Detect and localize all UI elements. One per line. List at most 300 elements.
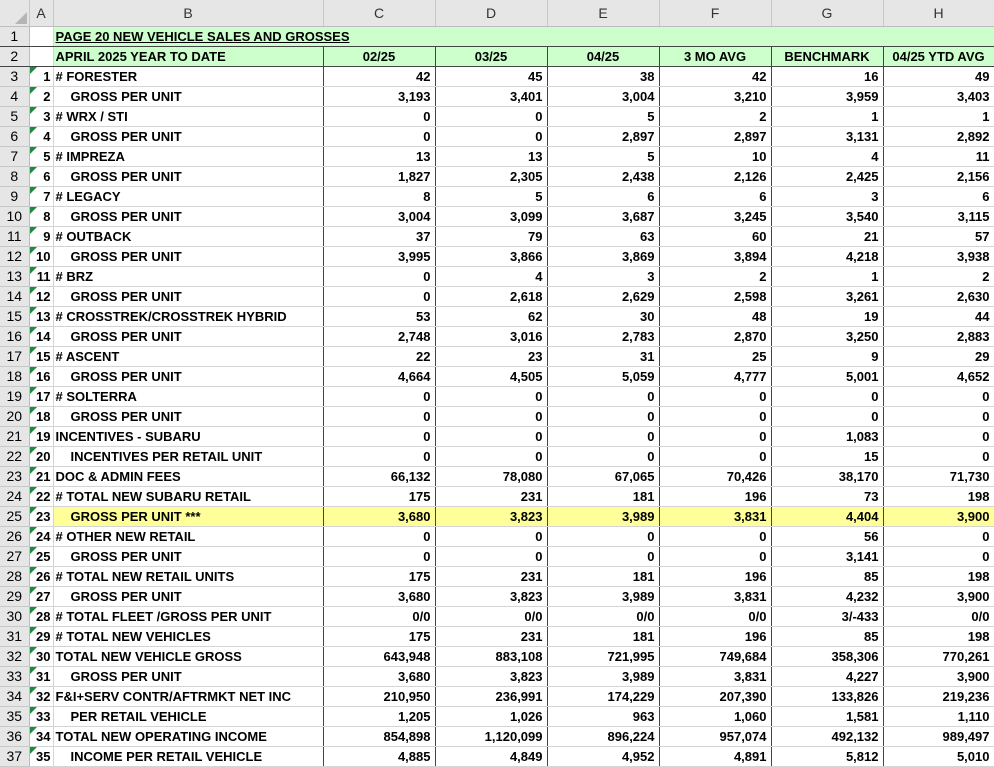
value-cell[interactable]: 0 — [323, 546, 435, 566]
value-cell[interactable]: 0 — [659, 526, 771, 546]
row-label-cell[interactable]: # IMPREZA — [53, 146, 323, 166]
value-cell[interactable]: 38 — [547, 66, 659, 86]
value-cell[interactable]: 0 — [547, 426, 659, 446]
row-label-cell[interactable]: GROSS PER UNIT — [53, 366, 323, 386]
row-label-cell[interactable]: F&I+SERV CONTR/AFTRMKT NET INC — [53, 686, 323, 706]
value-cell[interactable]: 236,991 — [435, 686, 547, 706]
row-label-cell[interactable]: # OTHER NEW RETAIL — [53, 526, 323, 546]
column-header-c[interactable]: C — [323, 0, 435, 26]
value-cell[interactable]: 1,083 — [771, 426, 883, 446]
line-number-cell[interactable]: 14 — [29, 326, 53, 346]
value-cell[interactable]: 0 — [435, 106, 547, 126]
value-cell[interactable]: 3,866 — [435, 246, 547, 266]
row-label-cell[interactable]: INCENTIVES PER RETAIL UNIT — [53, 446, 323, 466]
value-cell[interactable]: 3,894 — [659, 246, 771, 266]
row-header[interactable]: 34 — [0, 686, 29, 706]
value-cell[interactable]: 181 — [547, 486, 659, 506]
value-cell[interactable]: 358,306 — [771, 646, 883, 666]
line-number-cell[interactable]: 17 — [29, 386, 53, 406]
value-cell[interactable]: 2,618 — [435, 286, 547, 306]
row-header[interactable]: 26 — [0, 526, 29, 546]
line-number-cell[interactable]: 23 — [29, 506, 53, 526]
header-cell-3-mo-avg[interactable]: 3 MO AVG — [659, 46, 771, 66]
value-cell[interactable]: 174,229 — [547, 686, 659, 706]
row-label-cell[interactable]: PER RETAIL VEHICLE — [53, 706, 323, 726]
value-cell[interactable]: 2,305 — [435, 166, 547, 186]
value-cell[interactable]: 0 — [883, 546, 994, 566]
value-cell[interactable]: 2,598 — [659, 286, 771, 306]
row-header[interactable]: 15 — [0, 306, 29, 326]
value-cell[interactable]: 3,193 — [323, 86, 435, 106]
value-cell[interactable]: 0 — [547, 386, 659, 406]
value-cell[interactable]: 721,995 — [547, 646, 659, 666]
value-cell[interactable]: 207,390 — [659, 686, 771, 706]
row-header[interactable]: 30 — [0, 606, 29, 626]
value-cell[interactable]: 957,074 — [659, 726, 771, 746]
row-header[interactable]: 17 — [0, 346, 29, 366]
value-cell[interactable]: 3,687 — [547, 206, 659, 226]
value-cell[interactable]: 3,016 — [435, 326, 547, 346]
row-label-cell[interactable]: # CROSSTREK/CROSSTREK HYBRID — [53, 306, 323, 326]
row-label-cell[interactable]: GROSS PER UNIT — [53, 166, 323, 186]
value-cell[interactable]: 85 — [771, 626, 883, 646]
value-cell[interactable]: 231 — [435, 486, 547, 506]
value-cell[interactable]: 0 — [323, 126, 435, 146]
value-cell[interactable]: 4,664 — [323, 366, 435, 386]
row-header[interactable]: 19 — [0, 386, 29, 406]
value-cell[interactable]: 4,227 — [771, 666, 883, 686]
value-cell[interactable]: 57 — [883, 226, 994, 246]
value-cell[interactable]: 42 — [323, 66, 435, 86]
value-cell[interactable]: 3,680 — [323, 506, 435, 526]
value-cell[interactable]: 963 — [547, 706, 659, 726]
line-number-cell[interactable]: 13 — [29, 306, 53, 326]
value-cell[interactable]: 3,900 — [883, 586, 994, 606]
line-number-cell[interactable]: 18 — [29, 406, 53, 426]
value-cell[interactable]: 3,680 — [323, 666, 435, 686]
value-cell[interactable]: 896,224 — [547, 726, 659, 746]
value-cell[interactable]: 1,827 — [323, 166, 435, 186]
row-label-cell[interactable]: DOC & ADMIN FEES — [53, 466, 323, 486]
value-cell[interactable]: 0 — [435, 446, 547, 466]
value-cell[interactable]: 2 — [883, 266, 994, 286]
row-header[interactable]: 35 — [0, 706, 29, 726]
value-cell[interactable]: 79 — [435, 226, 547, 246]
value-cell[interactable]: 2,892 — [883, 126, 994, 146]
value-cell[interactable]: 62 — [435, 306, 547, 326]
row-header[interactable]: 21 — [0, 426, 29, 446]
value-cell[interactable]: 175 — [323, 626, 435, 646]
value-cell[interactable]: 3,540 — [771, 206, 883, 226]
row-label-cell[interactable]: # SOLTERRA — [53, 386, 323, 406]
value-cell[interactable]: 1,110 — [883, 706, 994, 726]
line-number-cell[interactable]: 30 — [29, 646, 53, 666]
value-cell[interactable]: 989,497 — [883, 726, 994, 746]
column-header-d[interactable]: D — [435, 0, 547, 26]
value-cell[interactable]: 6 — [883, 186, 994, 206]
row-header[interactable]: 22 — [0, 446, 29, 466]
cell-a2[interactable] — [29, 46, 53, 66]
value-cell[interactable]: 45 — [435, 66, 547, 86]
value-cell[interactable]: 4,849 — [435, 746, 547, 766]
value-cell[interactable]: 4,232 — [771, 586, 883, 606]
line-number-cell[interactable]: 7 — [29, 186, 53, 206]
value-cell[interactable]: 0 — [659, 406, 771, 426]
value-cell[interactable]: 219,236 — [883, 686, 994, 706]
row-header[interactable]: 37 — [0, 746, 29, 766]
line-number-cell[interactable]: 2 — [29, 86, 53, 106]
row-label-cell[interactable]: # OUTBACK — [53, 226, 323, 246]
value-cell[interactable]: 3,869 — [547, 246, 659, 266]
line-number-cell[interactable]: 11 — [29, 266, 53, 286]
value-cell[interactable]: 1,060 — [659, 706, 771, 726]
value-cell[interactable]: 5 — [547, 146, 659, 166]
line-number-cell[interactable]: 6 — [29, 166, 53, 186]
value-cell[interactable]: 2,783 — [547, 326, 659, 346]
value-cell[interactable]: 6 — [547, 186, 659, 206]
value-cell[interactable]: 53 — [323, 306, 435, 326]
value-cell[interactable]: 2,156 — [883, 166, 994, 186]
row-label-cell[interactable]: # TOTAL FLEET /GROSS PER UNIT — [53, 606, 323, 626]
row-label-cell[interactable]: # FORESTER — [53, 66, 323, 86]
row-label-cell[interactable]: GROSS PER UNIT — [53, 666, 323, 686]
row-label-cell[interactable]: GROSS PER UNIT — [53, 126, 323, 146]
value-cell[interactable]: 1 — [883, 106, 994, 126]
value-cell[interactable]: 4,885 — [323, 746, 435, 766]
line-number-cell[interactable]: 3 — [29, 106, 53, 126]
value-cell[interactable]: 1,581 — [771, 706, 883, 726]
value-cell[interactable]: 0 — [771, 406, 883, 426]
value-cell[interactable]: 71,730 — [883, 466, 994, 486]
value-cell[interactable]: 3,823 — [435, 506, 547, 526]
value-cell[interactable]: 3,831 — [659, 666, 771, 686]
value-cell[interactable]: 3,261 — [771, 286, 883, 306]
value-cell[interactable]: 3,245 — [659, 206, 771, 226]
value-cell[interactable]: 210,950 — [323, 686, 435, 706]
row-label-cell[interactable]: INCOME PER RETAIL VEHICLE — [53, 746, 323, 766]
value-cell[interactable]: 0 — [547, 446, 659, 466]
value-cell[interactable]: 70,426 — [659, 466, 771, 486]
value-cell[interactable]: 49 — [883, 66, 994, 86]
line-number-cell[interactable]: 26 — [29, 566, 53, 586]
row-header[interactable]: 24 — [0, 486, 29, 506]
value-cell[interactable]: 3,115 — [883, 206, 994, 226]
value-cell[interactable]: 3,995 — [323, 246, 435, 266]
row-label-cell[interactable]: # ASCENT — [53, 346, 323, 366]
row-header[interactable]: 14 — [0, 286, 29, 306]
row-header[interactable]: 27 — [0, 546, 29, 566]
line-number-cell[interactable]: 10 — [29, 246, 53, 266]
value-cell[interactable]: 0 — [659, 386, 771, 406]
row-label-cell[interactable]: GROSS PER UNIT — [53, 586, 323, 606]
line-number-cell[interactable]: 12 — [29, 286, 53, 306]
row-header[interactable]: 18 — [0, 366, 29, 386]
value-cell[interactable]: 3,831 — [659, 586, 771, 606]
row-header[interactable]: 7 — [0, 146, 29, 166]
value-cell[interactable]: 175 — [323, 486, 435, 506]
value-cell[interactable]: 3 — [771, 186, 883, 206]
header-cell-04-25[interactable]: 04/25 — [547, 46, 659, 66]
row-label-cell[interactable]: GROSS PER UNIT — [53, 206, 323, 226]
value-cell[interactable]: 0 — [771, 386, 883, 406]
value-cell[interactable]: 29 — [883, 346, 994, 366]
value-cell[interactable]: 3,680 — [323, 586, 435, 606]
value-cell[interactable]: 231 — [435, 566, 547, 586]
value-cell[interactable]: 0 — [435, 406, 547, 426]
line-number-cell[interactable]: 1 — [29, 66, 53, 86]
value-cell[interactable]: 2,126 — [659, 166, 771, 186]
row-header[interactable]: 3 — [0, 66, 29, 86]
value-cell[interactable]: 4,652 — [883, 366, 994, 386]
value-cell[interactable]: 198 — [883, 626, 994, 646]
value-cell[interactable]: 0 — [659, 446, 771, 466]
value-cell[interactable]: 2,897 — [547, 126, 659, 146]
value-cell[interactable]: 4 — [771, 146, 883, 166]
value-cell[interactable]: 0 — [883, 406, 994, 426]
value-cell[interactable]: 3,989 — [547, 586, 659, 606]
row-label-cell[interactable]: GROSS PER UNIT — [53, 326, 323, 346]
value-cell[interactable]: 5 — [435, 186, 547, 206]
value-cell[interactable]: 85 — [771, 566, 883, 586]
value-cell[interactable]: 5,001 — [771, 366, 883, 386]
value-cell[interactable]: 0 — [323, 426, 435, 446]
row-label-cell[interactable]: GROSS PER UNIT — [53, 86, 323, 106]
value-cell[interactable]: 4,952 — [547, 746, 659, 766]
value-cell[interactable]: 770,261 — [883, 646, 994, 666]
value-cell[interactable]: 1 — [771, 106, 883, 126]
value-cell[interactable]: 5,010 — [883, 746, 994, 766]
value-cell[interactable]: 13 — [323, 146, 435, 166]
select-all-corner[interactable] — [0, 0, 29, 26]
row-header[interactable]: 5 — [0, 106, 29, 126]
value-cell[interactable]: 3,403 — [883, 86, 994, 106]
row-header[interactable]: 8 — [0, 166, 29, 186]
row-header[interactable]: 32 — [0, 646, 29, 666]
line-number-cell[interactable]: 15 — [29, 346, 53, 366]
value-cell[interactable]: 37 — [323, 226, 435, 246]
value-cell[interactable]: 5 — [547, 106, 659, 126]
value-cell[interactable]: 3,823 — [435, 586, 547, 606]
value-cell[interactable]: 3,131 — [771, 126, 883, 146]
row-label-cell[interactable]: GROSS PER UNIT — [53, 546, 323, 566]
line-number-cell[interactable]: 25 — [29, 546, 53, 566]
value-cell[interactable]: 2,438 — [547, 166, 659, 186]
value-cell[interactable]: 56 — [771, 526, 883, 546]
value-cell[interactable]: 3,938 — [883, 246, 994, 266]
value-cell[interactable]: 2,897 — [659, 126, 771, 146]
line-number-cell[interactable]: 28 — [29, 606, 53, 626]
value-cell[interactable]: 1 — [771, 266, 883, 286]
row-header[interactable]: 36 — [0, 726, 29, 746]
row-label-cell[interactable]: TOTAL NEW OPERATING INCOME — [53, 726, 323, 746]
value-cell[interactable]: 0 — [659, 426, 771, 446]
value-cell[interactable]: 22 — [323, 346, 435, 366]
column-header-a[interactable]: A — [29, 0, 53, 26]
column-header-g[interactable]: G — [771, 0, 883, 26]
row-header[interactable]: 10 — [0, 206, 29, 226]
value-cell[interactable]: 3,831 — [659, 506, 771, 526]
value-cell[interactable]: 883,108 — [435, 646, 547, 666]
row-label-cell[interactable]: GROSS PER UNIT — [53, 246, 323, 266]
value-cell[interactable]: 2,629 — [547, 286, 659, 306]
value-cell[interactable]: 3,401 — [435, 86, 547, 106]
value-cell[interactable]: 6 — [659, 186, 771, 206]
value-cell[interactable]: 0/0 — [547, 606, 659, 626]
value-cell[interactable]: 4,891 — [659, 746, 771, 766]
value-cell[interactable]: 0 — [323, 446, 435, 466]
line-number-cell[interactable]: 27 — [29, 586, 53, 606]
value-cell[interactable]: 3,004 — [323, 206, 435, 226]
row-header[interactable]: 25 — [0, 506, 29, 526]
value-cell[interactable]: 175 — [323, 566, 435, 586]
report-title-cell[interactable] — [53, 26, 994, 46]
value-cell[interactable]: 19 — [771, 306, 883, 326]
line-number-cell[interactable]: 16 — [29, 366, 53, 386]
value-cell[interactable]: 0/0 — [659, 606, 771, 626]
value-cell[interactable]: 198 — [883, 486, 994, 506]
row-label-cell[interactable]: # BRZ — [53, 266, 323, 286]
row-header[interactable]: 2 — [0, 46, 29, 66]
value-cell[interactable]: 1,026 — [435, 706, 547, 726]
value-cell[interactable]: 2,883 — [883, 326, 994, 346]
value-cell[interactable]: 5,812 — [771, 746, 883, 766]
value-cell[interactable]: 196 — [659, 566, 771, 586]
value-cell[interactable]: 196 — [659, 626, 771, 646]
report-subtitle[interactable]: APRIL 2025 YEAR TO DATE — [53, 46, 323, 66]
value-cell[interactable]: 3,210 — [659, 86, 771, 106]
value-cell[interactable]: 0 — [435, 386, 547, 406]
value-cell[interactable]: 5,059 — [547, 366, 659, 386]
row-label-cell[interactable]: # LEGACY — [53, 186, 323, 206]
value-cell[interactable]: 181 — [547, 566, 659, 586]
value-cell[interactable]: 3,989 — [547, 506, 659, 526]
value-cell[interactable]: 15 — [771, 446, 883, 466]
row-label-cell[interactable]: GROSS PER UNIT *** — [53, 506, 323, 526]
value-cell[interactable]: 854,898 — [323, 726, 435, 746]
value-cell[interactable]: 0 — [883, 426, 994, 446]
value-cell[interactable]: 44 — [883, 306, 994, 326]
row-label-cell[interactable]: # TOTAL NEW VEHICLES — [53, 626, 323, 646]
value-cell[interactable]: 48 — [659, 306, 771, 326]
line-number-cell[interactable]: 19 — [29, 426, 53, 446]
value-cell[interactable]: 0 — [659, 546, 771, 566]
value-cell[interactable]: 8 — [323, 186, 435, 206]
value-cell[interactable]: 1,120,099 — [435, 726, 547, 746]
value-cell[interactable]: 3/-433 — [771, 606, 883, 626]
line-number-cell[interactable]: 29 — [29, 626, 53, 646]
value-cell[interactable]: 198 — [883, 566, 994, 586]
row-header[interactable]: 11 — [0, 226, 29, 246]
row-header[interactable]: 33 — [0, 666, 29, 686]
column-header-f[interactable]: F — [659, 0, 771, 26]
value-cell[interactable]: 0 — [547, 546, 659, 566]
row-header[interactable]: 29 — [0, 586, 29, 606]
value-cell[interactable]: 11 — [883, 146, 994, 166]
header-cell-03-25[interactable]: 03/25 — [435, 46, 547, 66]
row-header[interactable]: 16 — [0, 326, 29, 346]
line-number-cell[interactable]: 31 — [29, 666, 53, 686]
value-cell[interactable]: 21 — [771, 226, 883, 246]
line-number-cell[interactable]: 32 — [29, 686, 53, 706]
value-cell[interactable]: 67,065 — [547, 466, 659, 486]
value-cell[interactable]: 2,425 — [771, 166, 883, 186]
value-cell[interactable]: 31 — [547, 346, 659, 366]
value-cell[interactable]: 4,404 — [771, 506, 883, 526]
header-cell-ytd-avg[interactable]: 04/25 YTD AVG — [883, 46, 994, 66]
value-cell[interactable]: 9 — [771, 346, 883, 366]
row-header[interactable]: 31 — [0, 626, 29, 646]
value-cell[interactable]: 3,099 — [435, 206, 547, 226]
value-cell[interactable]: 0 — [323, 286, 435, 306]
value-cell[interactable]: 3,959 — [771, 86, 883, 106]
value-cell[interactable]: 0 — [883, 446, 994, 466]
line-number-cell[interactable]: 21 — [29, 466, 53, 486]
value-cell[interactable]: 0 — [435, 526, 547, 546]
value-cell[interactable]: 3,900 — [883, 666, 994, 686]
column-header-e[interactable]: E — [547, 0, 659, 26]
value-cell[interactable]: 2 — [659, 106, 771, 126]
value-cell[interactable]: 0 — [323, 406, 435, 426]
value-cell[interactable]: 4 — [435, 266, 547, 286]
value-cell[interactable]: 2,748 — [323, 326, 435, 346]
row-header[interactable]: 9 — [0, 186, 29, 206]
value-cell[interactable]: 42 — [659, 66, 771, 86]
value-cell[interactable]: 0 — [547, 526, 659, 546]
line-number-cell[interactable]: 20 — [29, 446, 53, 466]
value-cell[interactable]: 2,630 — [883, 286, 994, 306]
value-cell[interactable]: 196 — [659, 486, 771, 506]
value-cell[interactable]: 4,777 — [659, 366, 771, 386]
row-label-cell[interactable]: # TOTAL NEW SUBARU RETAIL — [53, 486, 323, 506]
row-label-cell[interactable]: TOTAL NEW VEHICLE GROSS — [53, 646, 323, 666]
row-header[interactable]: 23 — [0, 466, 29, 486]
header-cell-02-25[interactable]: 02/25 — [323, 46, 435, 66]
value-cell[interactable]: 749,684 — [659, 646, 771, 666]
value-cell[interactable]: 38,170 — [771, 466, 883, 486]
value-cell[interactable]: 3 — [547, 266, 659, 286]
row-label-cell[interactable]: INCENTIVES - SUBARU — [53, 426, 323, 446]
value-cell[interactable]: 492,132 — [771, 726, 883, 746]
value-cell[interactable]: 3,989 — [547, 666, 659, 686]
column-header-b[interactable]: B — [53, 0, 323, 26]
value-cell[interactable]: 4,218 — [771, 246, 883, 266]
value-cell[interactable]: 0 — [435, 546, 547, 566]
line-number-cell[interactable]: 24 — [29, 526, 53, 546]
line-number-cell[interactable]: 34 — [29, 726, 53, 746]
value-cell[interactable]: 3,004 — [547, 86, 659, 106]
line-number-cell[interactable]: 8 — [29, 206, 53, 226]
value-cell[interactable]: 25 — [659, 346, 771, 366]
value-cell[interactable]: 0 — [323, 386, 435, 406]
value-cell[interactable]: 0 — [547, 406, 659, 426]
value-cell[interactable]: 1,205 — [323, 706, 435, 726]
value-cell[interactable]: 10 — [659, 146, 771, 166]
column-header-h[interactable]: H — [883, 0, 994, 26]
value-cell[interactable]: 231 — [435, 626, 547, 646]
row-label-cell[interactable]: GROSS PER UNIT — [53, 406, 323, 426]
line-number-cell[interactable]: 35 — [29, 746, 53, 766]
value-cell[interactable]: 3,250 — [771, 326, 883, 346]
value-cell[interactable]: 0 — [883, 526, 994, 546]
value-cell[interactable]: 3,900 — [883, 506, 994, 526]
value-cell[interactable]: 0 — [323, 266, 435, 286]
value-cell[interactable]: 0 — [323, 526, 435, 546]
line-number-cell[interactable]: 22 — [29, 486, 53, 506]
value-cell[interactable]: 3,141 — [771, 546, 883, 566]
line-number-cell[interactable]: 4 — [29, 126, 53, 146]
value-cell[interactable]: 60 — [659, 226, 771, 246]
header-cell-benchmark[interactable]: BENCHMARK — [771, 46, 883, 66]
